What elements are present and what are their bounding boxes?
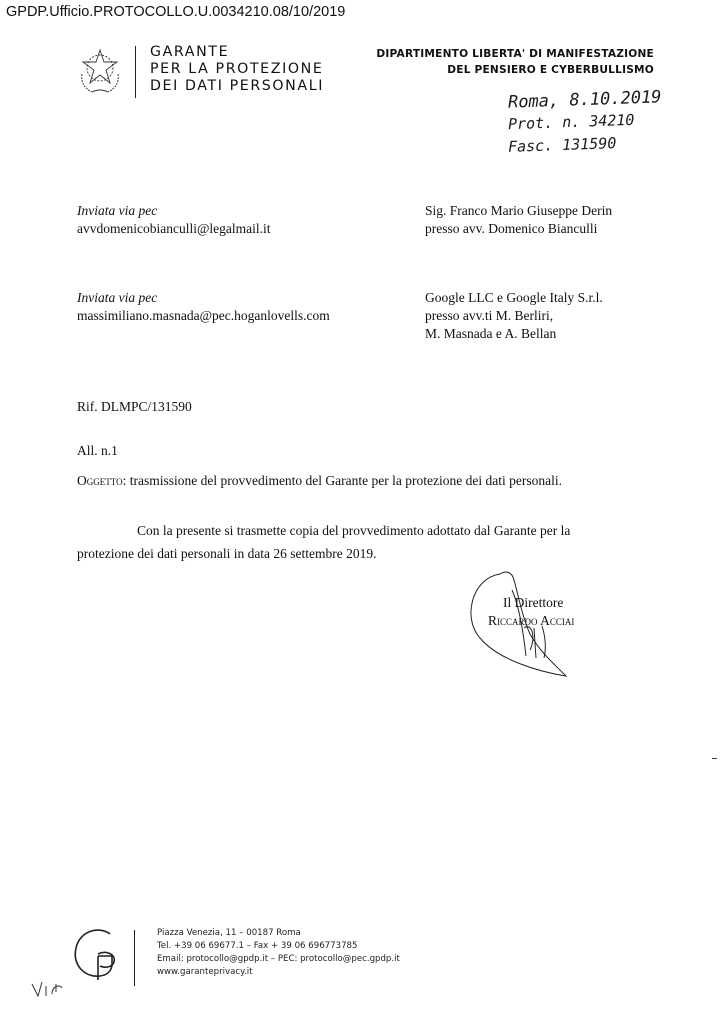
recipient-1-delivery [77,202,271,238]
garante-line-1: GARANTE [150,44,230,60]
handwritten-protocol: Prot. n. 34210 [507,110,635,134]
garante-gp-logo-icon [70,924,122,982]
recipient-2-delivery [77,289,330,325]
department-line-1: DIPARTIMENTO LIBERTA' DI MANIFESTAZIONE [376,48,654,60]
body-line-1: Con la presente si trasmette copia del provvedimento adottato dal Garante per la [137,523,571,538]
footer-phone: Tel. +39 06 69677.1 – Fax + 39 06 696773785 [157,941,358,951]
garante-line-2: PER LA PROTEZIONE [150,61,324,77]
header-divider [135,46,136,98]
delivery-method: Inviata via pec [77,290,158,305]
signature-name: Riccardo Acciai [488,613,575,628]
footer-website: www.garanteprivacy.it [157,967,253,977]
department-line-2: DEL PENSIERO E CYBERBULLISMO [447,64,654,76]
signature-title: Il Direttore [503,595,564,610]
subject-label: Oggetto: [77,473,127,488]
handwritten-file: Fasc. 131590 [507,134,617,156]
garante-title [150,44,324,95]
attachments: All. n.1 [77,443,118,458]
reference: Rif. DLMPC/131590 [77,399,192,414]
garante-line-3: DEI DATI PERSONALI [150,78,324,94]
delivery-email: massimiliano.masnada@pec.hoganlovells.com [77,308,330,323]
address-line: Google LLC e Google Italy S.r.l. [425,290,603,305]
recipient-1-address [425,202,612,238]
address-line: presso avv. Domenico Bianculli [425,221,598,236]
address-line: presso avv.ti M. Berliri, [425,308,554,323]
subject-text: trasmissione del provvedimento del Garante per la protezione dei dati personali. [129,473,562,488]
margin-mark [712,758,717,759]
address-line: M. Masnada e A. Bellan [425,326,557,341]
initials-scribble-icon [30,978,66,1005]
body-line-2: protezione dei dati personali in data 26 settembre 2019. [77,546,377,561]
department-title [376,46,654,78]
italian-emblem-icon [76,44,124,96]
footer-address: Piazza Venezia, 11 – 00187 Roma [157,928,301,938]
address-line: Sig. Franco Mario Giuseppe Derin [425,203,613,218]
footer-email: Email: protocollo@gpdp.it – PEC: protocollo@pec.gpdp.it [157,954,400,964]
footer-contacts [157,927,400,979]
delivery-method: Inviata via pec [77,203,158,218]
delivery-email: avvdomenicobianculli@legalmail.it [77,221,271,236]
handwritten-date: Roma, 8.10.2019 [507,87,662,113]
protocol-stamp: GPDP.Ufficio.PROTOCOLLO.U.0034210.08/10/2019 [6,4,346,20]
subject-line [77,472,562,490]
recipient-2-address [425,289,603,343]
footer-divider [134,930,135,986]
